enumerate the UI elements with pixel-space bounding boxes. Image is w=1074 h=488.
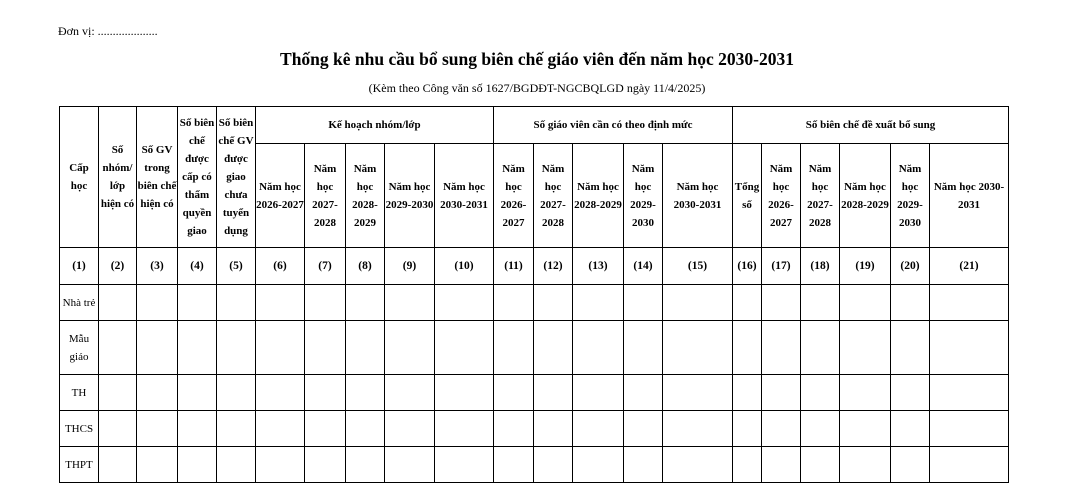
column-number: (17) — [762, 248, 801, 285]
data-cell[interactable] — [840, 447, 891, 483]
data-cell[interactable] — [891, 285, 930, 321]
column-number-row — [60, 248, 1009, 285]
row-label: Mẫu giáo — [60, 321, 99, 375]
data-cell[interactable] — [305, 447, 346, 483]
column-number: (21) — [930, 248, 1009, 285]
data-cell[interactable] — [435, 411, 494, 447]
data-cell[interactable] — [733, 375, 762, 411]
data-cell[interactable] — [573, 375, 624, 411]
column-number: (4) — [178, 248, 217, 285]
row-label: Nhà trẻ — [60, 285, 99, 321]
data-cell[interactable] — [385, 411, 435, 447]
data-cell[interactable] — [573, 447, 624, 483]
data-cell[interactable] — [217, 285, 256, 321]
data-cell[interactable] — [840, 321, 891, 375]
data-cell[interactable] — [305, 411, 346, 447]
header-bien-che-tham-quyen: Số biên chế được cấp có thẩm quyền giao — [178, 107, 217, 248]
data-cell[interactable] — [435, 285, 494, 321]
table-row — [60, 411, 1009, 447]
data-cell[interactable] — [178, 321, 217, 375]
data-cell[interactable] — [385, 321, 435, 375]
table-row — [60, 285, 1009, 321]
group-header-de-xuat: Số biên chế đề xuất bổ sung — [733, 107, 1009, 144]
header-year: Năm học 2028-2029 — [573, 144, 624, 248]
column-number: (13) — [573, 248, 624, 285]
column-number: (3) — [137, 248, 178, 285]
header-year: Năm học 2029-2030 — [624, 144, 663, 248]
header-year: Năm học 2029-2030 — [891, 144, 930, 248]
data-cell[interactable] — [840, 411, 891, 447]
header-year: Năm học 2030-2031 — [930, 144, 1009, 248]
data-cell[interactable] — [624, 285, 663, 321]
column-number: (18) — [801, 248, 840, 285]
unit-label: Đơn vị: .................... — [58, 24, 158, 38]
data-cell[interactable] — [256, 375, 305, 411]
group-header-dinh-muc: Số giáo viên cần có theo định mức — [494, 107, 733, 144]
column-number: (9) — [385, 248, 435, 285]
data-cell[interactable] — [256, 447, 305, 483]
data-cell[interactable] — [663, 447, 733, 483]
data-cell[interactable] — [305, 321, 346, 375]
table-row — [60, 375, 1009, 411]
table-row — [60, 447, 1009, 483]
data-cell[interactable] — [534, 321, 573, 375]
column-number: (10) — [435, 248, 494, 285]
data-cell[interactable] — [663, 411, 733, 447]
header-year: Năm học 2028-2029 — [346, 144, 385, 248]
column-number: (7) — [305, 248, 346, 285]
data-cell[interactable] — [346, 321, 385, 375]
data-cell[interactable] — [801, 447, 840, 483]
data-cell[interactable] — [256, 321, 305, 375]
data-cell[interactable] — [930, 411, 1009, 447]
data-cell[interactable] — [762, 447, 801, 483]
data-cell[interactable] — [217, 411, 256, 447]
data-cell[interactable] — [494, 447, 534, 483]
data-cell[interactable] — [99, 285, 137, 321]
data-cell[interactable] — [385, 447, 435, 483]
data-cell[interactable] — [178, 285, 217, 321]
data-cell[interactable] — [178, 411, 217, 447]
data-cell[interactable] — [733, 321, 762, 375]
header-year: Năm học 2026-2027 — [494, 144, 534, 248]
data-cell[interactable] — [99, 321, 137, 375]
header-year: Năm học 2026-2027 — [256, 144, 305, 248]
data-cell[interactable] — [801, 321, 840, 375]
row-label: THPT — [60, 447, 99, 483]
data-cell[interactable] — [891, 411, 930, 447]
page-title: Thống kê nhu cầu bổ sung biên chế giáo viên đến năm học 2030-2031 — [280, 49, 794, 69]
header-so-gv-bien-che: Số GV trong biên chế hiện có — [137, 107, 178, 248]
data-cell[interactable] — [534, 411, 573, 447]
data-cell[interactable] — [762, 321, 801, 375]
data-cell[interactable] — [346, 411, 385, 447]
data-cell[interactable] — [801, 285, 840, 321]
data-cell[interactable] — [385, 375, 435, 411]
column-number: (15) — [663, 248, 733, 285]
data-cell[interactable] — [346, 375, 385, 411]
column-number: (16) — [733, 248, 762, 285]
data-cell[interactable] — [733, 285, 762, 321]
data-cell[interactable] — [930, 447, 1009, 483]
data-cell[interactable] — [762, 411, 801, 447]
data-cell[interactable] — [99, 375, 137, 411]
header-year: Năm học 2030-2031 — [435, 144, 494, 248]
data-cell[interactable] — [624, 375, 663, 411]
data-cell[interactable] — [840, 285, 891, 321]
data-cell[interactable] — [305, 375, 346, 411]
data-cell[interactable] — [494, 321, 534, 375]
row-label: TH — [60, 375, 99, 411]
data-cell[interactable] — [534, 375, 573, 411]
data-cell[interactable] — [346, 285, 385, 321]
data-cell[interactable] — [762, 375, 801, 411]
data-cell[interactable] — [494, 375, 534, 411]
data-cell[interactable] — [624, 321, 663, 375]
header-year: Năm học 2027-2028 — [534, 144, 573, 248]
data-cell[interactable] — [573, 285, 624, 321]
data-cell[interactable] — [435, 321, 494, 375]
data-cell[interactable] — [137, 447, 178, 483]
data-cell[interactable] — [305, 285, 346, 321]
column-number: (6) — [256, 248, 305, 285]
data-cell[interactable] — [217, 447, 256, 483]
data-cell[interactable] — [256, 411, 305, 447]
data-cell[interactable] — [137, 285, 178, 321]
data-cell[interactable] — [178, 447, 217, 483]
column-number: (20) — [891, 248, 930, 285]
column-number: (1) — [60, 248, 99, 285]
data-cell[interactable] — [624, 447, 663, 483]
data-cell[interactable] — [891, 375, 930, 411]
data-cell[interactable] — [801, 411, 840, 447]
data-cell[interactable] — [930, 285, 1009, 321]
data-cell[interactable] — [762, 285, 801, 321]
data-cell[interactable] — [137, 375, 178, 411]
data-cell[interactable] — [801, 375, 840, 411]
data-cell[interactable] — [663, 285, 733, 321]
data-cell[interactable] — [99, 411, 137, 447]
group-header-ke-hoach: Kế hoạch nhóm/lớp — [256, 107, 494, 144]
data-cell[interactable] — [346, 447, 385, 483]
data-cell[interactable] — [494, 285, 534, 321]
column-number: (8) — [346, 248, 385, 285]
statistics-table — [59, 106, 1009, 483]
data-cell[interactable] — [891, 447, 930, 483]
data-cell[interactable] — [217, 375, 256, 411]
header-year: Năm học 2030-2031 — [663, 144, 733, 248]
data-cell[interactable] — [99, 447, 137, 483]
page-subtitle: (Kèm theo Công văn số 1627/BGDĐT-NGCBQLGD ngày 11/4/2025) — [368, 81, 706, 95]
data-cell[interactable] — [663, 321, 733, 375]
header-bien-che-chua-tuyen: Số biên chế GV được giao chưa tuyển dụng — [217, 107, 256, 248]
data-cell[interactable] — [217, 321, 256, 375]
data-cell[interactable] — [573, 411, 624, 447]
column-number: (12) — [534, 248, 573, 285]
header-year: Năm học 2026-2027 — [762, 144, 801, 248]
data-cell[interactable] — [733, 447, 762, 483]
header-cap-hoc: Cấp học — [60, 107, 99, 248]
data-cell[interactable] — [534, 285, 573, 321]
column-number: (14) — [624, 248, 663, 285]
data-cell[interactable] — [930, 321, 1009, 375]
data-cell[interactable] — [663, 375, 733, 411]
header-year: Năm học 2028-2029 — [840, 144, 891, 248]
column-number: (2) — [99, 248, 137, 285]
data-cell[interactable] — [573, 321, 624, 375]
table-row — [60, 321, 1009, 375]
header-tong-so: Tổng số — [733, 144, 762, 248]
column-number: (19) — [840, 248, 891, 285]
header-year: Năm học 2029-2030 — [385, 144, 435, 248]
column-number: (11) — [494, 248, 534, 285]
header-year: Năm học 2027-2028 — [305, 144, 346, 248]
data-cell[interactable] — [624, 411, 663, 447]
data-cell[interactable] — [930, 375, 1009, 411]
header-year: Năm học 2027-2028 — [801, 144, 840, 248]
data-cell[interactable] — [178, 375, 217, 411]
data-cell[interactable] — [435, 375, 494, 411]
data-cell[interactable] — [435, 447, 494, 483]
data-cell[interactable] — [494, 411, 534, 447]
data-cell[interactable] — [534, 447, 573, 483]
row-label: THCS — [60, 411, 99, 447]
data-cell[interactable] — [385, 285, 435, 321]
data-cell[interactable] — [733, 411, 762, 447]
data-cell[interactable] — [137, 321, 178, 375]
data-cell[interactable] — [137, 411, 178, 447]
header-so-nhom-lop: Số nhóm/ lớp hiện có — [99, 107, 137, 248]
column-number: (5) — [217, 248, 256, 285]
data-cell[interactable] — [891, 321, 930, 375]
data-cell[interactable] — [840, 375, 891, 411]
data-cell[interactable] — [256, 285, 305, 321]
